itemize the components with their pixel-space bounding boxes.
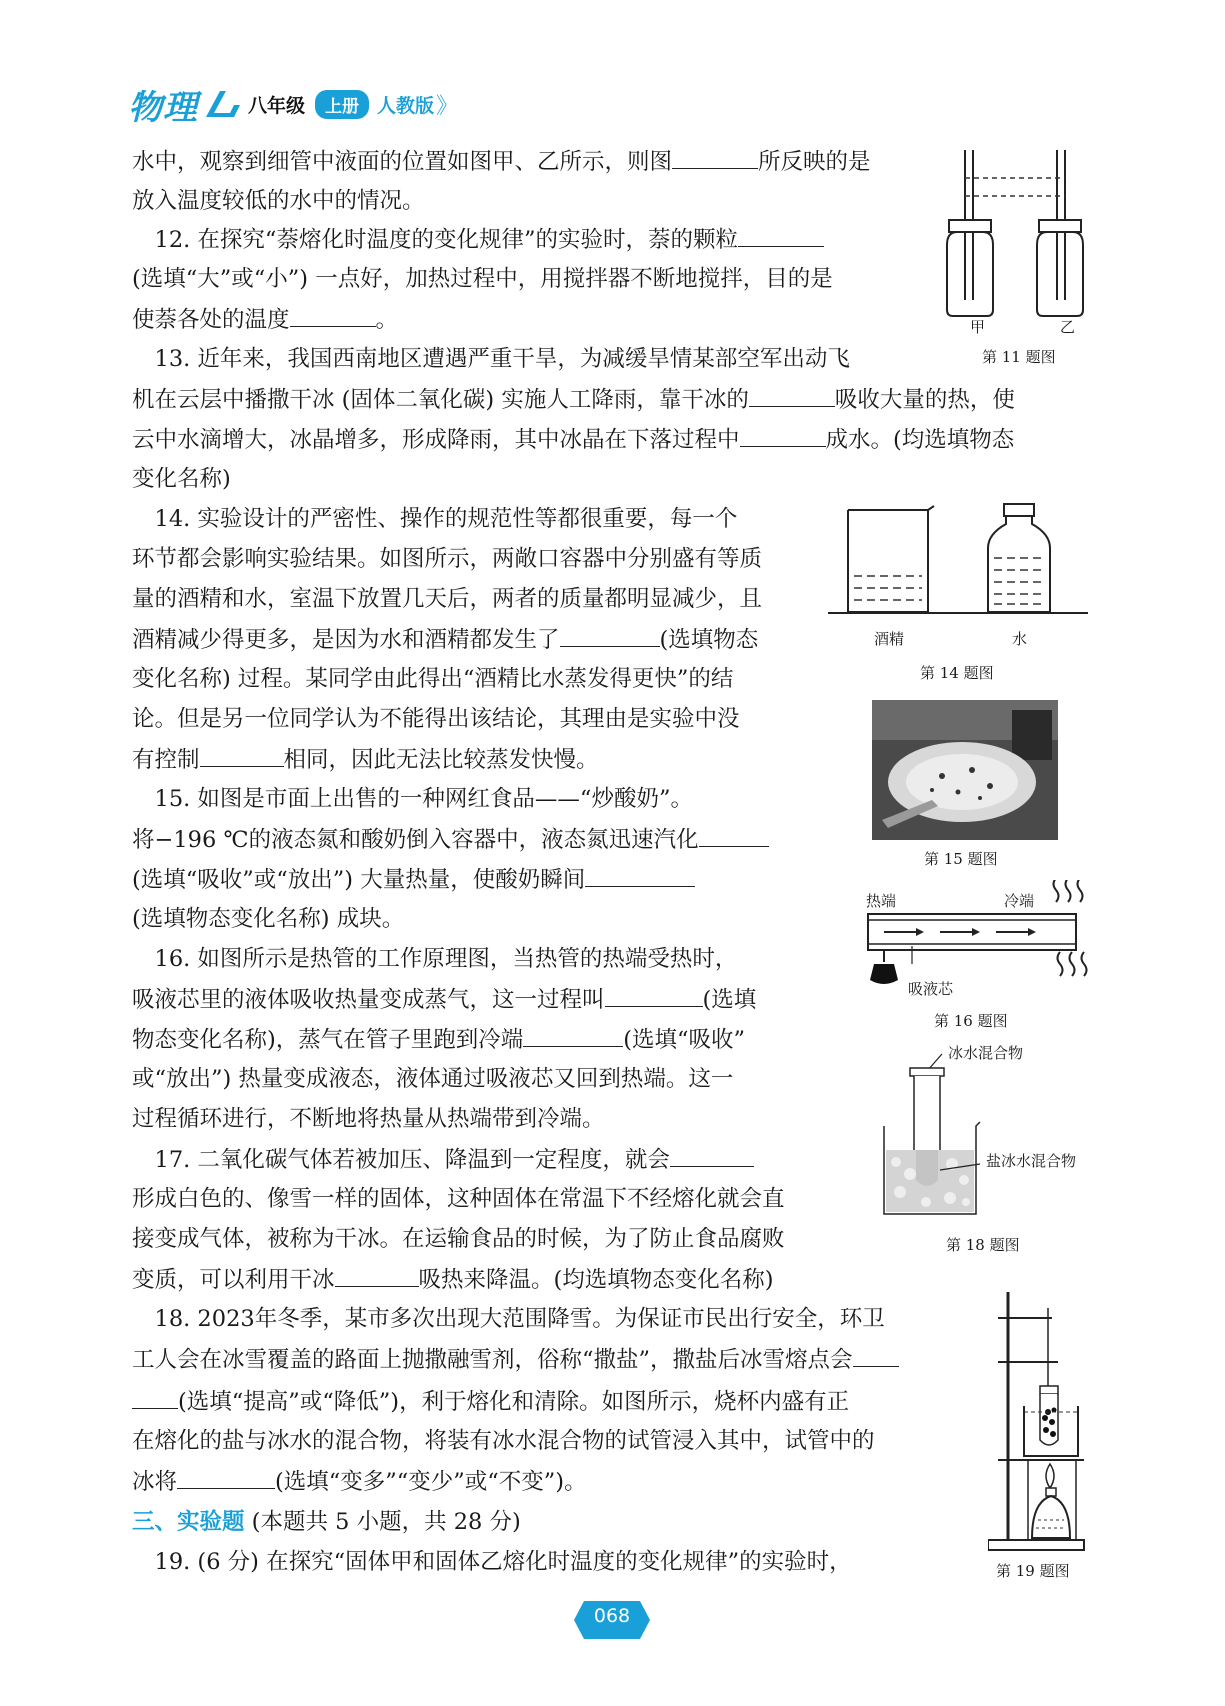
text-segment: 环节都会影响实验结果。如图所示，两敞口容器中分别盛有等质 (132, 546, 763, 572)
text-segment: 放入温度较低的水中的情况。 (132, 188, 425, 214)
text-line (132, 1466, 587, 1497)
text-segment: 使萘各处的温度 (132, 307, 290, 333)
text-segment: 14. 实验设计的严密性、操作的规范性等都很重要，每一个 (132, 506, 738, 532)
text-segment: 在熔化的盐与冰水的混合物，将装有冰水混合物的试管浸入其中，试管中的 (132, 1428, 875, 1454)
text-line (132, 504, 737, 534)
figure-14-label-a: 酒精 (874, 630, 905, 648)
figure-19-caption: 第 19 题图 (996, 1562, 1070, 1580)
text-line (132, 1184, 785, 1214)
section-heading (132, 1507, 521, 1537)
text-line (132, 344, 850, 374)
answer-blank[interactable] (585, 864, 695, 887)
text-line (132, 384, 1015, 415)
text-segment: 云中水滴增大，冰晶增多，形成降雨，其中冰晶在下落过程中 (132, 427, 740, 453)
answer-blank[interactable] (132, 1386, 178, 1409)
text-line (132, 1104, 605, 1134)
text-segment: (选填“提高”或“降低”)，利于熔化和清除。如图所示，烧杯内盛有正 (178, 1389, 850, 1415)
text-line (132, 944, 737, 974)
figure-11-caption: 第 11 题图 (982, 348, 1056, 366)
text-segment: 量的酒精和水，室温下放置几天后，两者的质量都明显减少，且 (132, 586, 763, 612)
brand-title: 物理 (128, 87, 198, 128)
text-line (132, 1224, 785, 1254)
text-segment: 工人会在冰雪覆盖的路面上抛撒融雪剂，俗称“撒盐”，撒盐后冰雪熔点会 (132, 1347, 853, 1373)
answer-blank[interactable] (670, 1144, 754, 1167)
text-segment: 形成白色的、像雪一样的固体，这种固体在常温下不经熔化就会直 (132, 1186, 785, 1212)
section-title: 三、实验题 (132, 1509, 245, 1535)
figure-11-label-b: 乙 (1060, 318, 1076, 336)
text-line (132, 824, 769, 855)
text-line (132, 664, 733, 694)
text-line (132, 146, 871, 177)
answer-blank[interactable] (177, 1466, 275, 1489)
text-line (132, 1426, 875, 1456)
text-segment: 有控制 (132, 747, 200, 773)
figure-18-caption: 第 18 题图 (946, 1236, 1020, 1254)
text-segment: 或“放出”) 热量变成液态，液体通过吸液芯又回到热端。这一 (132, 1066, 734, 1092)
figure-11 (945, 150, 1085, 340)
volume-badge: 上册 (315, 90, 369, 119)
page-header (128, 80, 458, 128)
text-segment: 论。但是另一位同学认为不能得出该结论，其理由是实验中没 (132, 706, 740, 732)
figure-15-photo (872, 700, 1058, 840)
text-line (132, 904, 404, 934)
figure-16-wick-label: 吸液芯 (908, 980, 954, 998)
text-segment: 机在云层中播撒干冰 (固体二氧化碳) 实施人工降雨，靠干冰的 (132, 387, 749, 413)
edition-label: 人教版 (377, 94, 435, 117)
text-segment: 所反映的是 (758, 149, 871, 175)
text-line (132, 1344, 899, 1375)
text-line (132, 1144, 754, 1175)
text-line (132, 1064, 733, 1094)
figure-16 (860, 880, 1090, 990)
text-segment: 吸收大量的热，使 (834, 387, 1015, 413)
text-segment: 相同，因此无法比较蒸发快慢。 (283, 747, 599, 773)
text-line (132, 744, 599, 775)
figure-18-beaker-label: 盐冰水混合物 (986, 1152, 1077, 1170)
answer-blank[interactable] (523, 1024, 623, 1047)
text-line (132, 264, 833, 294)
figure-16-cold-label: 冷端 (1004, 892, 1035, 910)
figure-14-label-b: 水 (1012, 630, 1028, 648)
text-segment: (选填“吸收”或“放出”) 大量热量，使酸奶瞬间 (132, 867, 586, 893)
text-segment: 吸液芯里的液体吸收热量变成蒸气，这一过程叫 (132, 987, 605, 1013)
text-line (132, 1024, 745, 1055)
text-segment: 变化名称) (132, 466, 231, 492)
answer-blank[interactable] (853, 1344, 899, 1367)
brand-logo-icon (200, 87, 244, 121)
grade-label: 八年级 (248, 94, 306, 117)
text-segment: 将−196 ℃的液态氮和酸奶倒入容器中，液态氮迅速汽化 (132, 827, 699, 853)
text-segment: 12. 在探究“萘熔化时温度的变化规律”的实验时，萘的颗粒 (132, 227, 738, 253)
text-line (132, 624, 758, 655)
text-segment: 变质，可以利用干冰 (132, 1267, 335, 1293)
text-segment: 过程循环进行，不断地将热量从热端带到冷端。 (132, 1106, 605, 1132)
text-line (132, 784, 693, 814)
text-segment: 水中，观察到细管中液面的位置如图甲、乙所示，则图 (132, 149, 673, 175)
answer-blank[interactable] (672, 146, 758, 169)
text-line (132, 464, 231, 494)
answer-blank[interactable] (749, 384, 835, 407)
text-segment: 吸热来降温。(均选填物态变化名称) (418, 1267, 774, 1293)
text-segment: 18. 2023年冬季，某市多次出现大范围降雪。为保证市民出行安全，环卫 (132, 1306, 885, 1332)
page-number: 068 (593, 1605, 631, 1627)
text-segment: 15. 如图是市面上出售的一种网红食品——“炒酸奶”。 (132, 786, 693, 812)
text-segment: (选填物态 (659, 627, 759, 653)
text-segment: 冰将 (132, 1469, 178, 1495)
figure-15-caption: 第 15 题图 (924, 850, 998, 868)
header-chevron-icon: 》 (436, 93, 459, 119)
answer-blank[interactable] (699, 824, 769, 847)
answer-blank[interactable] (738, 224, 824, 247)
text-segment: 16. 如图所示是热管的工作原理图，当热管的热端受热时， (132, 946, 738, 972)
text-segment: 。 (375, 307, 399, 333)
text-line (132, 1304, 885, 1334)
question-19-line: 19. (6 分) 在探究“固体甲和固体乙熔化时温度的变化规律”的实验时， (132, 1549, 852, 1575)
answer-blank[interactable] (290, 304, 376, 327)
text-line (132, 984, 756, 1015)
figure-19 (988, 1288, 1098, 1558)
text-segment: 物态变化名称)，蒸气在管子里跑到冷端 (132, 1027, 524, 1053)
text-line (132, 864, 695, 895)
figure-11-label-a: 甲 (970, 318, 986, 336)
text-segment: 酒精减少得更多，是因为水和酒精都发生了 (132, 627, 560, 653)
figure-16-hot-label: 热端 (866, 892, 897, 910)
text-line (132, 186, 425, 216)
text-segment: 变化名称) 过程。某同学由此得出“酒精比水蒸发得更快”的结 (132, 666, 734, 692)
text-line (132, 224, 824, 255)
figure-16-caption: 第 16 题图 (934, 1012, 1008, 1030)
figure-18 (880, 1050, 990, 1220)
text-segment: 接变成气体，被称为干冰。在运输食品的时候，为了防止食品腐败 (132, 1226, 785, 1252)
text-segment: (选填“吸收” (623, 1027, 746, 1053)
text-line (132, 424, 1014, 455)
answer-blank[interactable] (740, 424, 826, 447)
text-segment: 17. 二氧化碳气体若被加压、降温到一定程度，就会 (132, 1147, 670, 1173)
figure-18-tube-label: 冰水混合物 (948, 1044, 1024, 1062)
text-segment: (选填 (702, 987, 757, 1013)
text-segment: (选填物态变化名称) 成块。 (132, 906, 405, 932)
section-note: (本题共 5 小题，共 28 分) (244, 1509, 521, 1535)
text-line (132, 1264, 774, 1295)
answer-blank[interactable] (335, 1264, 419, 1287)
answer-blank[interactable] (560, 624, 660, 647)
figure-14 (828, 500, 1088, 620)
answer-blank[interactable] (200, 744, 284, 767)
text-line (132, 544, 762, 574)
text-segment: (选填“变多”“变少”或“不变”)。 (275, 1469, 587, 1495)
answer-blank[interactable] (605, 984, 703, 1007)
text-line (132, 1386, 849, 1417)
text-segment: (选填“大”或“小”) 一点好，加热过程中，用搅拌器不断地搅拌，目的是 (132, 266, 833, 292)
text-line (132, 304, 398, 335)
text-line (132, 704, 740, 734)
text-segment: 13. 近年来，我国西南地区遭遇严重干旱，为减缓旱情某部空军出动飞 (132, 346, 850, 372)
text-segment: 成水。(均选填物态 (825, 427, 1015, 453)
figure-14-caption: 第 14 题图 (920, 664, 994, 682)
text-line (132, 584, 762, 614)
